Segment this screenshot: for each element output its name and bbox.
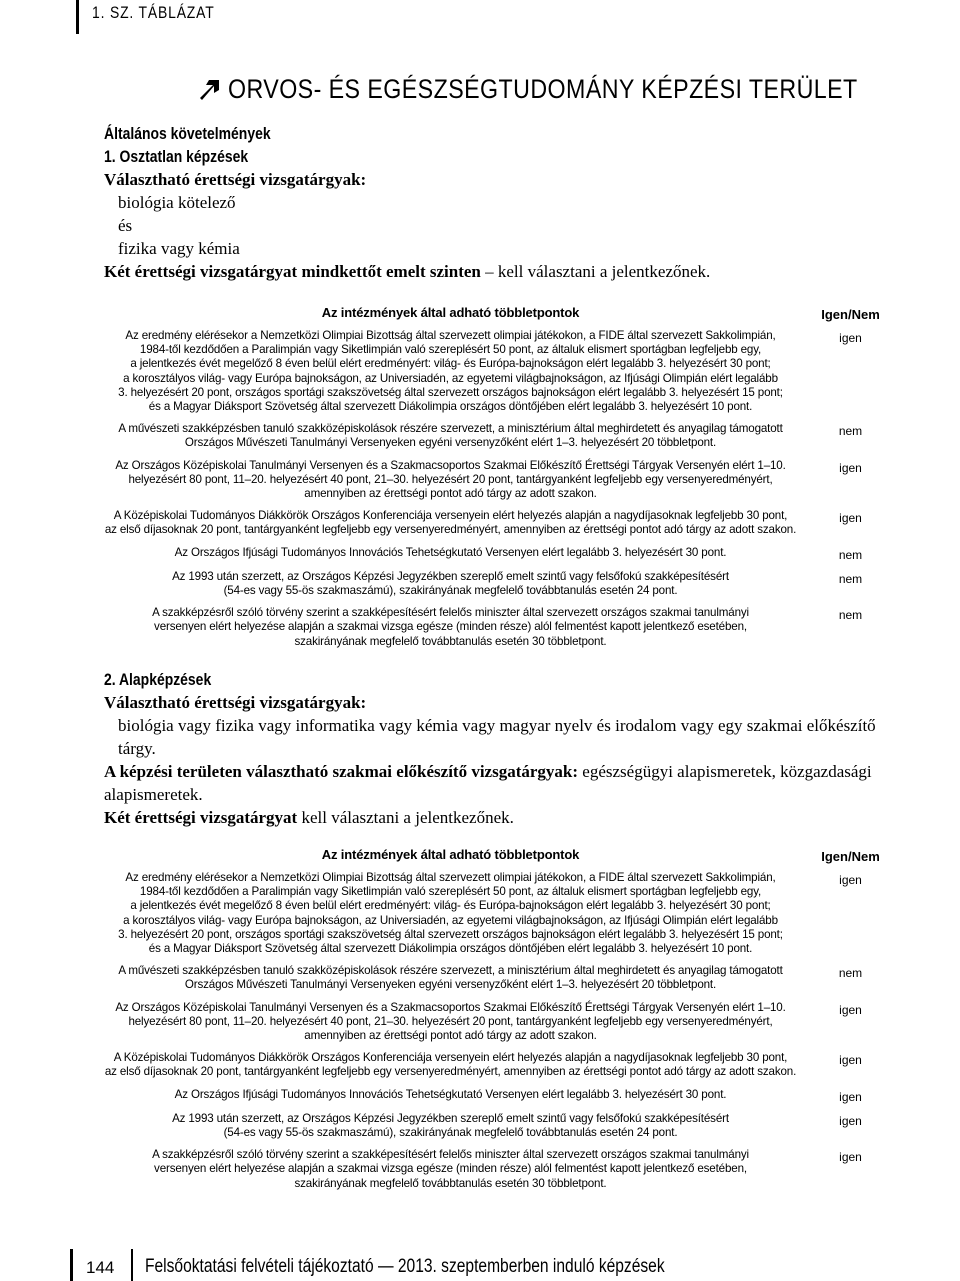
vocational-rest: egészségügyi alapismeretek, közgazdasági alapismeretek.: [104, 762, 872, 804]
table-row: [98, 570, 898, 598]
table-row: [98, 1051, 898, 1079]
col-header-yes-no: Igen/Nem: [821, 849, 880, 864]
footer-divider: [131, 1249, 133, 1281]
description-line: Országos Művészeti Tanulmányi Versenyeken egyéni versenyzőként elért 1–3. helyezésért 20 többletpont.: [184, 436, 717, 450]
description-line: szakirányának megfelelő továbbtanulás esetén 30 többletpont.: [294, 1176, 607, 1190]
description-line: helyezésért 80 pont, 11–20. helyezésért 40 pont, 21–30. helyezésért 20 pont, tantárgyanként legfeljebb egy versenyeredményért,: [128, 1014, 773, 1028]
description-line: A szakképzésről szóló törvény szerint a szakképesítésért felelős miniszter által szervezett országos szakmai tanulmányi: [152, 1148, 749, 1162]
arrow-up-right-icon: [196, 77, 222, 103]
yes-no-value: igen: [839, 1113, 862, 1128]
description-line: A Középiskolai Tudományos Diákkörök Országos Konferenciája versenyein elért helyezés alapján a nagydíjasoknak legfeljebb 30 pont,: [113, 509, 788, 523]
description-line: A művészeti szakképzésben tanuló szakközépiskolások részére szervezett, a minisztérium által meghirdetett és anyagilag támogatott: [118, 964, 783, 978]
points-description: [98, 459, 803, 502]
yes-no-value: nem: [838, 571, 863, 586]
yes-no-value: igen: [839, 873, 862, 887]
undivided-heading: 1. Osztatlan képzések: [104, 147, 249, 166]
general-requirements-heading: Általános követelmények: [104, 124, 271, 143]
description-line: versenyen elért helyezése alapján a szakmai vizsga egésze (minden része) alól felmentést kapott jelentkező esetében,: [154, 620, 747, 634]
exam-rule-bold: Két érettségi vizsgatárgyat mindkettőt emelt szinten: [104, 262, 481, 281]
description-line: az első díjasoknak 20 pont, tantárgyanként legfeljebb egy versenyeredményért, amennyiben az érettségi pontot adó tárgy az adott szakon.: [104, 523, 797, 537]
page-number: 144: [86, 1258, 115, 1277]
table-row: [98, 329, 898, 414]
table-label: 1. SZ. TÁBLÁZAT: [92, 3, 215, 22]
exam-rule-2: [104, 806, 904, 829]
description-line: Az eredmény elérésekor a Nemzetközi Olimpiai Bizottság által szervezett olimpiai játékokon, a FIDE által szervezett Sakkolimpián,: [125, 329, 776, 342]
bonus-points-table-undivided: [98, 305, 898, 657]
subject-item: és: [118, 216, 133, 235]
points-description: [98, 1088, 803, 1102]
subject-item: biológia kötelező: [118, 193, 236, 212]
description-line: Az Országos Ifjúsági Tudományos Innovációs Tehetségkutató Versenyen elért legalább 3. helyezésért 30 pont.: [174, 1087, 727, 1101]
area-heading: [196, 74, 896, 105]
exam-rule-rest: – kell választani a jelentkezőnek.: [480, 262, 711, 281]
description-line: Az Országos Középiskolai Tanulmányi Versenyen és a Szakmacsoportos Szakmai Előkészítő Érettségi Tárgyak Versenyén elért 1–10.: [115, 1000, 786, 1014]
table-row: [98, 1088, 898, 1104]
exam-rule-2-rest: kell választani a jelentkezőnek.: [297, 808, 514, 827]
description-line: (54-es vagy 55-ös szakmaszámú), szakirányának megfelelő továbbtanulás esetén 24 pont.: [223, 584, 678, 598]
description-line: szakirányának megfelelő továbbtanulás esetén 30 többletpont.: [294, 634, 607, 648]
yes-no-value: nem: [838, 608, 863, 623]
yes-no-value: igen: [839, 460, 862, 475]
section-bachelor: [104, 668, 904, 829]
col-header-points: Az intézmények által adható többletpontok: [321, 305, 580, 320]
table-header-row: [98, 847, 898, 865]
yes-no-value: nem: [838, 547, 863, 562]
points-description: [98, 871, 803, 956]
description-line: 3. helyezésért 20 pont, országos sportági szakszövetség által szervezett országos bajnokságon elért legalább 3. helyezésért 15 pont;: [118, 927, 783, 941]
exam-rule-2-bold: Két érettségi vizsgatárgyat: [104, 808, 298, 827]
table-row: [98, 1112, 898, 1140]
vocational-bold: A képzési területen választható szakmai előkészítő vizsgatárgyak:: [104, 762, 579, 781]
yes-no-value: nem: [838, 966, 863, 981]
description-line: és a Magyar Diáksport Szövetség által szervezett Diákolimpia országos döntőjében elért legalább 3. helyezésért 10 pont.: [148, 400, 753, 414]
description-line: 1984-től kezdődően a Paralimpián vagy Siketlimpián való szereplésért 50 pont, az általuk elismert sportágban legfeljebb egy,: [139, 885, 762, 899]
description-line: és a Magyar Diáksport Szövetség által szervezett Diákolimpia országos döntőjében elért legalább 3. helyezésért 10 pont.: [148, 942, 753, 956]
description-line: 1984-től kezdődően a Paralimpián vagy Siketlimpián való szereplésért 50 pont, az általuk elismert sportágban legfeljebb egy,: [139, 343, 762, 357]
bonus-points-table-bachelor: [98, 847, 898, 1199]
description-line: a korosztályos világ- vagy Európa bajnokságon, az Universiadén, az egyetemi világbajnokságon, az Ifjúsági Olimpián elért legalább: [123, 913, 778, 927]
table-row: [98, 1148, 898, 1191]
description-line: helyezésért 80 pont, 11–20. helyezésért 40 pont, 21–30. helyezésért 20 pont, tantárgyanként legfeljebb egy versenyeredményért,: [128, 472, 773, 486]
vocational-subjects: [104, 760, 904, 806]
header-rule: [76, 0, 79, 34]
table-row: [98, 422, 898, 450]
yes-no-value: igen: [839, 331, 862, 345]
description-line: A művészeti szakképzésben tanuló szakközépiskolások részére szervezett, a minisztérium által meghirdetett és anyagilag támogatott: [118, 422, 783, 436]
bachelor-heading: 2. Alapképzések: [104, 670, 212, 689]
yes-no-value: nem: [838, 424, 863, 439]
yes-no-value: igen: [839, 1150, 862, 1165]
area-title: ORVOS- ÉS EGÉSZSÉGTUDOMÁNY KÉPZÉSI TERÜLET: [228, 74, 858, 104]
points-description: [98, 606, 803, 649]
section-undivided: [104, 122, 904, 283]
points-description: [98, 329, 803, 414]
col-header-points: Az intézmények által adható többletpontok: [321, 847, 580, 862]
description-line: a jelentkezés évét megelőző 8 éven belül elért eredményért: világ- és Európa-bajnokságon elért legalább 3. helyezésért 30 pont;: [130, 899, 771, 913]
description-line: amennyiben az érettségi pontot adó tárgy az adott szakon.: [304, 1029, 597, 1043]
points-description: [98, 964, 803, 992]
points-description: [98, 509, 803, 537]
description-line: versenyen elért helyezése alapján a szakmai vizsga egésze (minden része) alól felmentést kapott jelentkező esetében,: [154, 1162, 747, 1176]
description-line: A Középiskolai Tudományos Diákkörök Országos Konferenciája versenyein elért helyezés alapján a nagydíjasoknak legfeljebb 30 pont,: [113, 1051, 788, 1065]
points-description: [98, 1051, 803, 1079]
subjects-label: Választható érettségi vizsgatárgyak:: [104, 170, 367, 189]
description-line: (54-es vagy 55-ös szakmaszámú), szakirányának megfelelő továbbtanulás esetén 24 pont.: [223, 1126, 678, 1140]
table-row: [98, 546, 898, 562]
description-line: 3. helyezésért 20 pont, országos sportági szakszövetség által szervezett országos bajnokságon elért legalább 3. helyezésért 15 pont;: [118, 385, 783, 399]
description-line: A szakképzésről szóló törvény szerint a szakképesítésért felelős miniszter által szervezett országos szakmai tanulmányi: [152, 606, 749, 620]
description-line: a jelentkezés évét megelőző 8 éven belül elért eredményért: világ- és Európa-bajnokságon elért legalább 3. helyezésért 30 pont;: [130, 357, 771, 371]
description-line: Az 1993 után szerzett, az Országos Képzési Jegyzékben szereplő emelt szintű vagy felsőfokú szakképesítésért: [172, 569, 729, 583]
description-line: Az Országos Ifjúsági Tudományos Innovációs Tehetségkutató Versenyen elért legalább 3. helyezésért 30 pont.: [174, 545, 727, 559]
points-description: [98, 1148, 803, 1191]
table-row: [98, 1001, 898, 1044]
table-row: [98, 964, 898, 992]
description-line: amennyiben az érettségi pontot adó tárgy az adott szakon.: [304, 487, 597, 501]
description-line: az első díjasoknak 20 pont, tantárgyanként legfeljebb egy versenyeredményért, amennyiben az érettségi pontot adó tárgy az adott szakon.: [104, 1065, 797, 1079]
points-description: [98, 422, 803, 450]
footer-title: Felsőoktatási felvételi tájékoztató — 2013. szeptemberben induló képzések: [145, 1256, 665, 1277]
points-description: [98, 546, 803, 560]
table-row: [98, 459, 898, 502]
subjects-text: biológia vagy fizika vagy informatika vagy kémia vagy magyar nyelv és irodalom vagy egy szakmai előkészítő tárgy.: [118, 716, 876, 758]
description-line: Az eredmény elérésekor a Nemzetközi Olimpiai Bizottság által szervezett olimpiai játékokon, a FIDE által szervezett Sakkolimpián,: [125, 871, 776, 884]
description-line: Az Országos Középiskolai Tanulmányi Versenyen és a Szakmacsoportos Szakmai Előkészítő Érettségi Tárgyak Versenyén elért 1–10.: [115, 458, 786, 472]
subject-item: fizika vagy kémia: [118, 239, 240, 258]
exam-rule: [104, 260, 904, 283]
points-description: [98, 1001, 803, 1044]
points-description: [98, 570, 803, 598]
yes-no-value: igen: [839, 511, 862, 526]
yes-no-value: igen: [839, 1089, 862, 1104]
yes-no-value: igen: [839, 1002, 862, 1017]
points-description: [98, 1112, 803, 1140]
yes-no-value: igen: [839, 1053, 862, 1068]
table-row: [98, 606, 898, 649]
table-row: [98, 871, 898, 956]
subjects-label-2: Választható érettségi vizsgatárgyak:: [104, 693, 367, 712]
description-line: a korosztályos világ- vagy Európa bajnokságon, az Universiadén, az egyetemi világbajnokságon, az Ifjúsági Olimpián elért legalább: [123, 371, 778, 385]
table-row: [98, 509, 898, 537]
description-line: Az 1993 után szerzett, az Országos Képzési Jegyzékben szereplő emelt szintű vagy felsőfokú szakképesítésért: [172, 1111, 729, 1125]
description-line: Országos Művészeti Tanulmányi Versenyeken egyéni versenyzőként elért 1–3. helyezésért 20 többletpont.: [184, 978, 717, 992]
table-header-row: [98, 305, 898, 323]
footer-rule: [70, 1249, 73, 1281]
col-header-yes-no: Igen/Nem: [821, 307, 880, 322]
